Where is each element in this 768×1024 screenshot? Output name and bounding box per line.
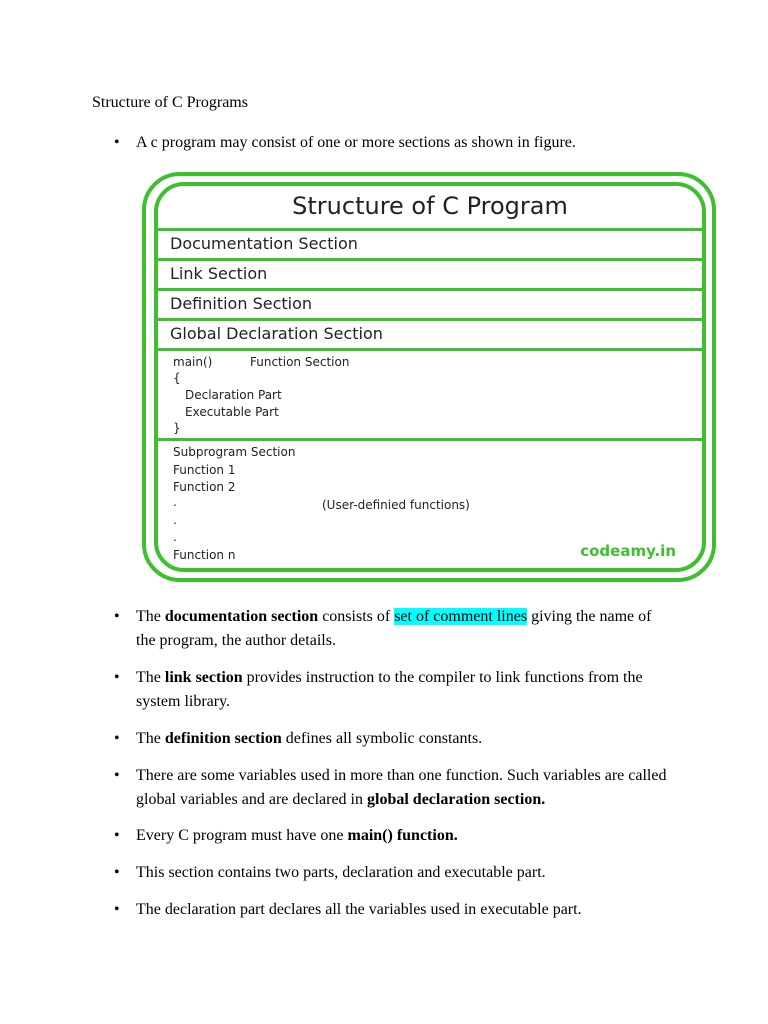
codeamy-brand: codeamy.in	[580, 542, 676, 560]
bullet-text: A c program may consist of one or more sections as shown in figure.	[136, 134, 576, 151]
bullet-dot: •	[114, 730, 120, 747]
function-section-label: Function Section	[250, 355, 350, 369]
function-section-box	[158, 348, 702, 438]
user-defined-label: (User-definied functions)	[322, 498, 470, 512]
figure-title: Structure of C Program	[292, 192, 568, 220]
bullet-intro	[114, 131, 674, 155]
definition-section-label: Definition Section	[170, 294, 313, 313]
bold-term: link section	[164, 669, 243, 686]
ellipsis-dot: .	[173, 495, 177, 509]
bullet-dot: •	[114, 864, 120, 881]
bold-term: documentation section	[164, 608, 319, 625]
function-n-label: Function n	[173, 548, 236, 562]
page-title: Structure of C Programs	[92, 94, 248, 111]
text-run: The	[136, 730, 165, 747]
bullet-text	[136, 824, 674, 848]
function1-label: Function 1	[173, 463, 236, 477]
bold-term: global declaration section.	[367, 791, 546, 808]
figure-inner-box	[154, 182, 706, 572]
open-brace: {	[173, 371, 181, 385]
text-run: giving the name of the program, the author details.	[136, 608, 652, 649]
text-run: There are some variables used in more than one function. Such variables are called global variables and are declared in	[136, 767, 667, 808]
main-label: main()	[173, 355, 213, 369]
executable-part-label: Executable Part	[185, 405, 279, 419]
close-brace: }	[173, 421, 181, 435]
bullet-text	[136, 666, 674, 714]
bullet-text	[136, 764, 674, 812]
text-run: The	[136, 669, 165, 686]
ellipsis-dot: .	[173, 530, 177, 544]
declaration-part-label: Declaration Part	[185, 388, 282, 402]
global-declaration-label: Global Declaration Section	[170, 324, 383, 343]
documentation-section-box	[158, 228, 702, 258]
bullet-text: The declaration part declares all the variables used in executable part.	[136, 901, 582, 918]
bullet-text	[136, 605, 674, 653]
bullet-global	[114, 764, 674, 812]
function2-label: Function 2	[173, 480, 236, 494]
documentation-section-label: Documentation Section	[170, 234, 358, 253]
link-section-box	[158, 258, 702, 288]
structure-figure	[142, 172, 716, 582]
bullet-documentation	[114, 605, 674, 653]
text-run: The	[136, 608, 165, 625]
text-run: defines all symbolic constants.	[281, 730, 483, 747]
bold-term: definition section	[164, 730, 282, 747]
bullet-dot: •	[114, 608, 120, 625]
bullet-dot: •	[114, 134, 120, 151]
text-run: Every C program must have one	[136, 827, 348, 844]
link-section-label: Link Section	[170, 264, 268, 283]
highlighted-text: set of comment lines	[394, 608, 528, 625]
bullet-parts	[114, 861, 674, 885]
bullet-declaration	[114, 898, 674, 922]
subprogram-label: Subprogram Section	[173, 445, 296, 459]
bullet-text: This section contains two parts, declaration and executable part.	[136, 864, 546, 881]
bullet-definition	[114, 727, 674, 751]
bold-term: main() function.	[347, 827, 458, 844]
definition-section-box	[158, 288, 702, 318]
bullet-dot: •	[114, 669, 120, 686]
bullet-main	[114, 824, 674, 848]
text-run: consists of	[318, 608, 395, 625]
subprogram-section-box	[158, 438, 702, 568]
bullet-text	[136, 727, 674, 751]
bullet-dot: •	[114, 767, 120, 784]
bullet-dot: •	[114, 827, 120, 844]
ellipsis-dot: .	[173, 513, 177, 527]
text-run: provides instruction to the compiler to link functions from the system library.	[136, 669, 643, 710]
bullet-link	[114, 666, 674, 714]
bullet-dot: •	[114, 901, 120, 918]
global-declaration-box	[158, 318, 702, 348]
